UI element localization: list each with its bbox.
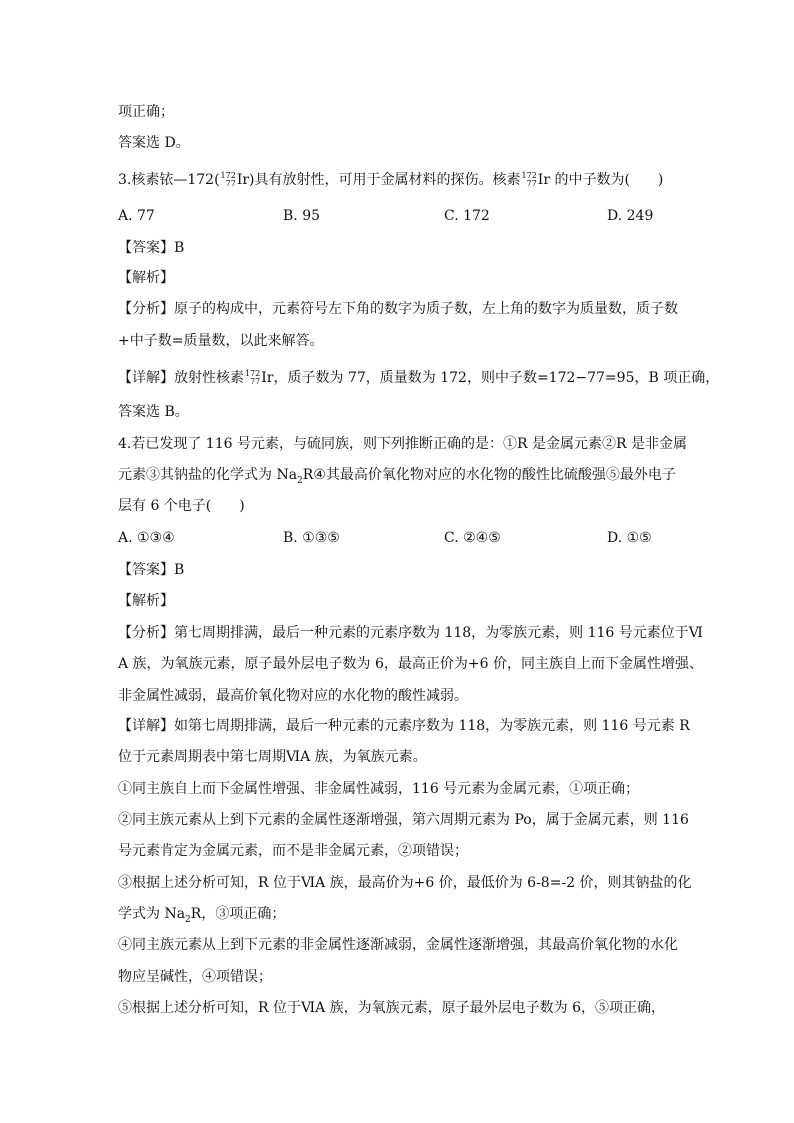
subscript: 2 [297, 475, 303, 486]
atomic-number: 77 [250, 377, 261, 386]
option-c: C. 172 [444, 208, 490, 224]
text-span: Ir 的中子数为( ) [537, 172, 664, 188]
text-line: ①同主族自上而下金属性增强、非金属性减弱，116 号元素为金属元素，①项正确； [118, 781, 640, 797]
text-line: 物应呈碱性，④项错误； [118, 969, 272, 985]
text-line: 【详解】如第七周期排满，最后一种元素的元素序数为 118，为零族元素，则 116 号元素 R [118, 718, 690, 734]
option-d: D. 249 [607, 208, 654, 224]
text-line: 答案选 B。 [118, 404, 189, 420]
text-line: ④同主族元素从上到下元素的非金属性逐渐减弱，金属性逐渐增强，其最高价氧化物的水化 [118, 937, 678, 953]
subscript: 2 [185, 914, 191, 925]
text-line: ③根据上述分析可知，R 位于ⅥA 族，最高价为+6 价，最低价为 6-8=-2 价，则其钠盐的化 [118, 875, 692, 891]
text-line: ②同主族元素从上到下元素的金属性逐渐增强，第六周期元素为 Po，属于金属元素，则 116 [118, 812, 689, 828]
option-a: A. 77 [118, 208, 155, 224]
text-span: Ir，质子数为 77，质量数为 172，则中子数=172−77=95，B 项正确， [261, 370, 720, 386]
option-d: D. ①⑤ [607, 530, 652, 546]
option-a: A. ①③④ [118, 530, 175, 546]
option-b: B. ①③⑤ [283, 530, 340, 546]
text-line: 非金属性减弱，最高价氧化物对应的水化物的酸性减弱。 [118, 688, 468, 704]
text-span: R，③项正确； [190, 906, 286, 922]
answer-line: 【答案】B [118, 562, 185, 578]
option-b: B. 95 [283, 208, 321, 224]
text-line: 位于元素周期表中第七周期ⅥA 族，为氧族元素。 [118, 749, 427, 765]
atomic-number: 77 [225, 179, 236, 188]
question-3-stem [118, 170, 678, 190]
text-line [118, 465, 678, 491]
analysis-heading: 【解析】 [118, 270, 174, 286]
analysis-heading: 【解析】 [118, 593, 174, 609]
text-line [118, 368, 720, 388]
text-span: Ir)具有放射性，可用于金属材料的探伤。核素 [236, 172, 521, 188]
answer-line: 【答案】B [118, 240, 185, 256]
text-line: 号元素肯定为金属元素，而不是非金属元素，②项错误； [118, 843, 468, 859]
mass-number: 172 [245, 369, 261, 378]
text-line: +中子数=质量数，以此来解答。 [118, 333, 324, 349]
text-line: A 族，为氧族元素，原子最外层电子数为 6，最高正价为+6 价，同主族自上而下金属性增强、 [118, 656, 704, 672]
text-span: 学式为 Na [118, 906, 186, 922]
text-span: 【详解】放射性核素 [118, 370, 244, 386]
text-line [118, 904, 678, 930]
text-line: 答案选 D。 [118, 135, 190, 151]
text-line: 层有 6 个电子( ) [118, 498, 245, 514]
option-c: C. ②④⑤ [444, 530, 501, 546]
question-4-stem: 4.若已发现了 116 号元素，与硫同族，则下列推断正确的是：①R 是金属元素②R 是非金属 [118, 436, 687, 452]
text-span: 3.核素铱—172( [118, 172, 220, 188]
nuclide-notation [245, 368, 260, 388]
text-line: ⑤根据上述分析可知，R 位于ⅥA 族，为氧族元素，原子最外层电子数为 6，⑤项正确， [118, 1000, 665, 1016]
mass-number: 172 [220, 171, 236, 180]
mass-number: 172 [521, 171, 537, 180]
text-span: R④其最高价氧化物对应的水化物的酸性比硫酸强⑤最外电子 [302, 467, 676, 483]
text-line: 【分析】第七周期排满，最后一种元素的元素序数为 118，为零族元素，则 116 号元素位于Ⅵ [118, 625, 703, 641]
nuclide-notation [221, 170, 236, 190]
text-line: 【分析】原子的构成中，元素符号左下角的数字为质子数，左上角的数字为质量数，质子数 [118, 301, 678, 317]
text-span: 元素③其钠盐的化学式为 Na [118, 467, 298, 483]
text-line: 项正确； [118, 104, 174, 120]
atomic-number: 77 [526, 179, 537, 188]
nuclide-notation [522, 170, 537, 190]
